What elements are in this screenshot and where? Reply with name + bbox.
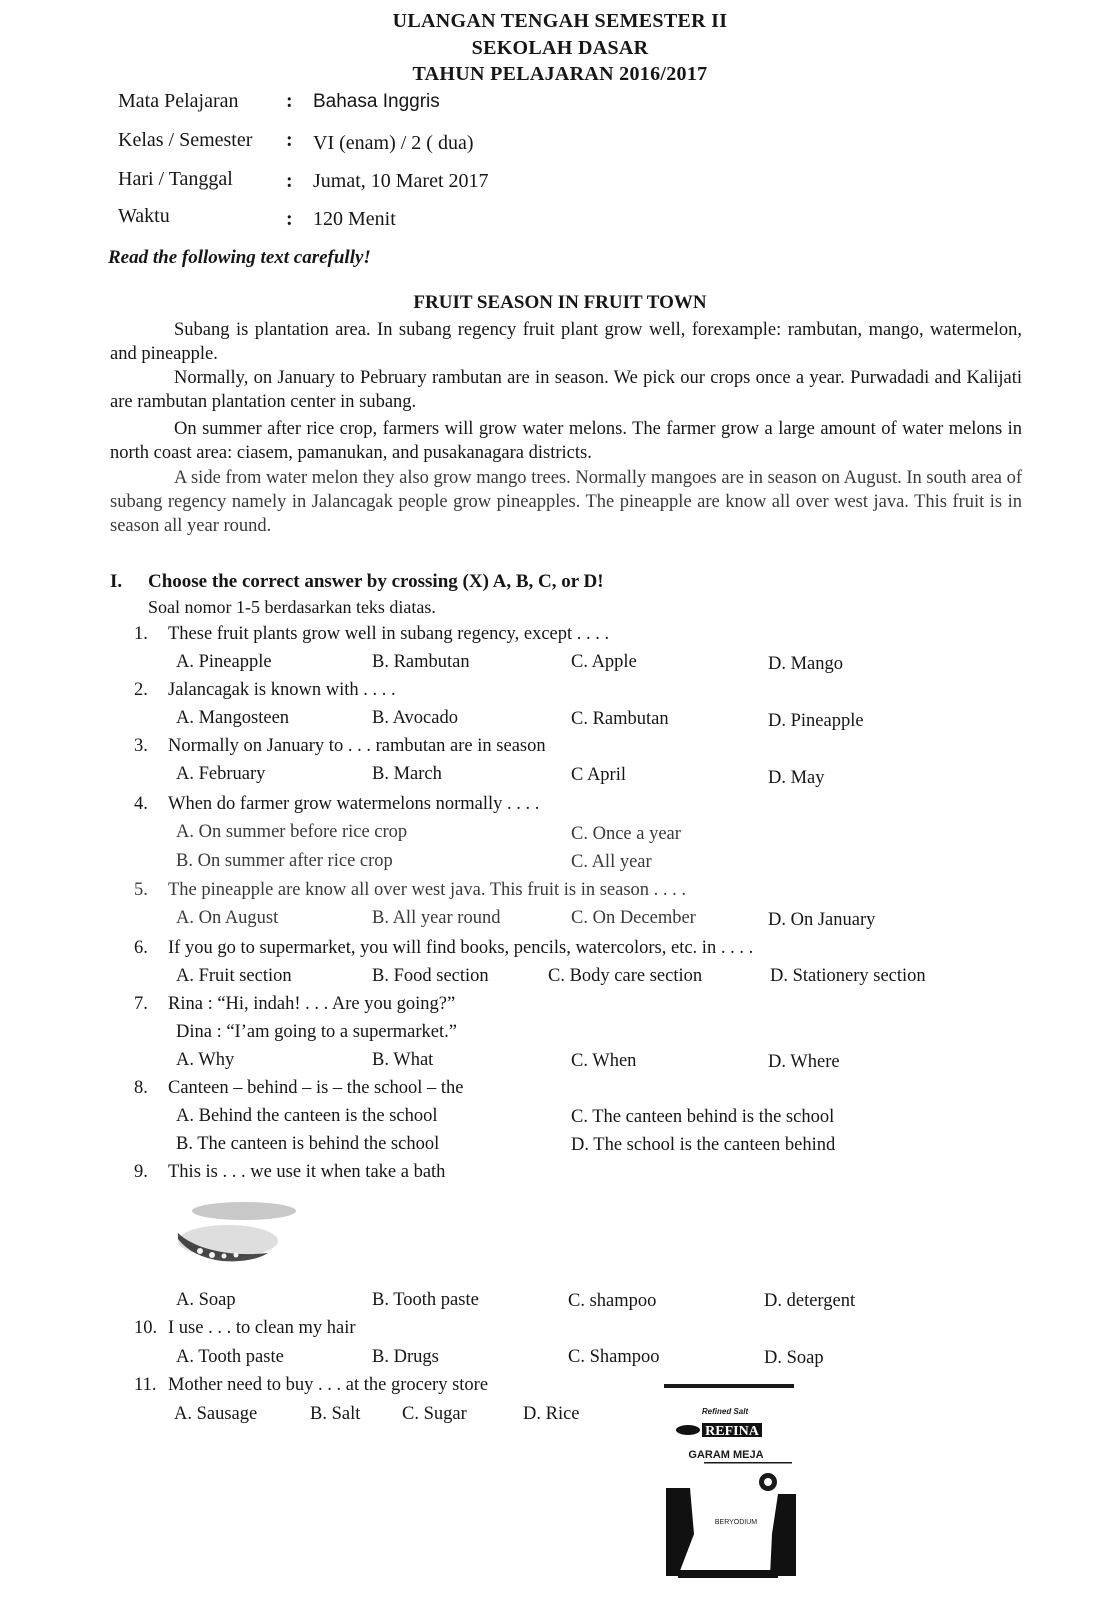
option-d[interactable]: D. The school is the canteen behind — [571, 1135, 836, 1155]
header-title: ULANGAN TENGAH SEMESTER II — [392, 10, 728, 32]
option-a[interactable]: A. Pineapple — [176, 652, 272, 672]
question-number: 4. — [134, 794, 148, 814]
info-colon: : — [286, 129, 293, 151]
info-label-time: Waktu — [118, 205, 170, 227]
option-b[interactable]: B. Avocado — [372, 708, 458, 728]
info-label-subject: Mata Pelajaran — [118, 90, 239, 112]
option-c[interactable]: C. Sugar — [402, 1404, 467, 1424]
option-a[interactable]: A. Tooth paste — [176, 1347, 284, 1367]
option-b[interactable]: B. What — [372, 1050, 434, 1070]
question-text: I use . . . to clean my hair — [168, 1318, 356, 1338]
option-b[interactable]: B. Drugs — [372, 1347, 439, 1367]
reading-paragraph: Subang is plantation area. In subang regency fruit plant grow well, forexample: rambutan, mango, watermelon, and pineapple. — [110, 320, 1022, 364]
option-a[interactable]: A. February — [176, 764, 266, 784]
section-number: I. — [110, 571, 123, 592]
read-instruction: Read the following text carefully! — [108, 247, 371, 268]
option-d[interactable]: D. detergent — [764, 1291, 856, 1311]
option-c[interactable]: C. Shampoo — [568, 1347, 660, 1367]
option-d[interactable]: C. All year — [571, 852, 652, 872]
option-d[interactable]: D. Mango — [768, 654, 844, 674]
info-colon: : — [286, 170, 293, 192]
option-b[interactable]: B. Tooth paste — [372, 1290, 479, 1310]
option-c[interactable]: C. shampoo — [568, 1291, 657, 1311]
header-year: TAHUN PELAJARAN 2016/2017 — [412, 63, 708, 85]
info-label-date: Hari / Tanggal — [118, 168, 233, 190]
question-text: Jalancagak is known with . . . . — [168, 680, 396, 700]
question-text: Canteen – behind – is – the school – the — [168, 1078, 464, 1098]
option-b[interactable]: B. Rambutan — [372, 652, 470, 672]
question-number: 2. — [134, 680, 148, 700]
option-d[interactable]: D. Pineapple — [768, 711, 864, 731]
question-text: When do farmer grow watermelons normally . . . . — [168, 794, 540, 814]
option-c[interactable]: C April — [571, 765, 626, 785]
option-c[interactable]: C. Apple — [571, 652, 637, 672]
question-number: 3. — [134, 736, 148, 756]
reading-paragraph: A side from water melon they also grow mango trees. Normally mangoes are in season on August. In south area of subang regency namely in Jalancagak people grow pineapples. The pineapple are know all over west java. This fruit is in season all year round. — [110, 468, 1022, 536]
option-a[interactable]: A. Sausage — [174, 1404, 258, 1424]
info-value-time: 120 Menit — [313, 208, 396, 230]
salt-package-line1: Refined Salt — [701, 1407, 749, 1416]
option-b[interactable]: B. March — [372, 764, 442, 784]
question-text: This is . . . we use it when take a bath — [168, 1162, 446, 1182]
info-colon: : — [286, 90, 293, 112]
question-number: 5. — [134, 880, 148, 900]
option-b[interactable]: B. All year round — [372, 908, 501, 928]
option-b[interactable]: B. Food section — [372, 966, 489, 986]
section-title: Choose the correct answer by crossing (X) A, B, C, or D! — [148, 571, 604, 592]
option-b[interactable]: B. Salt — [310, 1404, 361, 1424]
option-a[interactable]: A. Behind the canteen is the school — [176, 1106, 438, 1126]
option-d[interactable]: D. Where — [768, 1052, 840, 1072]
option-a[interactable]: A. Why — [176, 1050, 235, 1070]
question-number: 10. — [134, 1318, 158, 1338]
question-number: 8. — [134, 1078, 148, 1098]
option-c[interactable]: C. Once a year — [571, 824, 681, 844]
option-c[interactable]: C. Body care section — [548, 966, 703, 986]
salt-package-brand: REFINA — [705, 1424, 759, 1439]
salt-package-line3: GARAM MEJA — [688, 1449, 764, 1461]
option-d[interactable]: D. On January — [768, 910, 876, 930]
option-a[interactable]: A. Fruit section — [176, 966, 292, 986]
question-text: Mother need to buy . . . at the grocery store — [168, 1375, 489, 1395]
reading-paragraph: On summer after rice crop, farmers will grow water melons. The farmer grow a large amount of water melons in north coast area: ciasem, pamanukan, and pusakanagara districts. — [110, 419, 1022, 463]
question-text: Normally on January to . . . rambutan are in season — [168, 736, 546, 756]
question-number: 7. — [134, 994, 148, 1014]
section-note: Soal nomor 1-5 berdasarkan teks diatas. — [148, 597, 436, 617]
option-a[interactable]: A. On August — [176, 908, 279, 928]
salt-package-line4: BERYODIUM — [714, 1519, 758, 1526]
option-b[interactable]: B. The canteen is behind the school — [176, 1134, 440, 1154]
reading-paragraph: Normally, on January to Pebruary rambutan are in season. We pick our crops once a year. Purwadadi and Kalijati are rambutan plantation center in subang. — [110, 368, 1022, 412]
question-text: These fruit plants grow well in subang regency, except . . . . — [168, 624, 610, 644]
question-number: 6. — [134, 938, 148, 958]
question-number: 11. — [134, 1375, 157, 1395]
option-d[interactable]: D. Rice — [523, 1404, 580, 1424]
info-label-class: Kelas / Semester — [118, 129, 253, 151]
info-value-class: VI (enam) / 2 ( dua) — [313, 132, 474, 154]
option-c[interactable]: C. Rambutan — [571, 709, 669, 729]
reading-title: FRUIT SEASON IN FRUIT TOWN — [413, 292, 707, 313]
question-text: The pineapple are know all over west java. This fruit is in season . . . . — [168, 880, 687, 900]
question-number: 9. — [134, 1162, 148, 1182]
question-text-line2: Dina : “I’am going to a supermarket.” — [176, 1022, 457, 1042]
option-c[interactable]: C. When — [571, 1051, 637, 1071]
option-d[interactable]: D. Stationery section — [770, 966, 926, 986]
option-c[interactable]: C. The canteen behind is the school — [571, 1107, 835, 1127]
option-b[interactable]: B. On summer after rice crop — [176, 851, 393, 871]
info-value-date: Jumat, 10 Maret 2017 — [313, 170, 489, 192]
info-colon: : — [286, 208, 293, 230]
question-number: 1. — [134, 624, 148, 644]
soap-image — [172, 1183, 302, 1273]
header-school: SEKOLAH DASAR — [471, 37, 649, 59]
option-c[interactable]: C. On December — [571, 908, 696, 928]
option-d[interactable]: D. Soap — [764, 1348, 824, 1368]
question-text: If you go to supermarket, you will find books, pencils, watercolors, etc. in . . . . — [168, 938, 754, 958]
option-a[interactable]: A. On summer before rice crop — [176, 822, 408, 842]
salt-package-image — [650, 1384, 800, 1584]
info-value-subject: Bahasa Inggris — [313, 91, 440, 112]
question-text: Rina : “Hi, indah! . . . Are you going?” — [168, 994, 456, 1014]
option-a[interactable]: A. Soap — [176, 1290, 236, 1310]
option-a[interactable]: A. Mangosteen — [176, 708, 290, 728]
option-d[interactable]: D. May — [768, 768, 825, 788]
